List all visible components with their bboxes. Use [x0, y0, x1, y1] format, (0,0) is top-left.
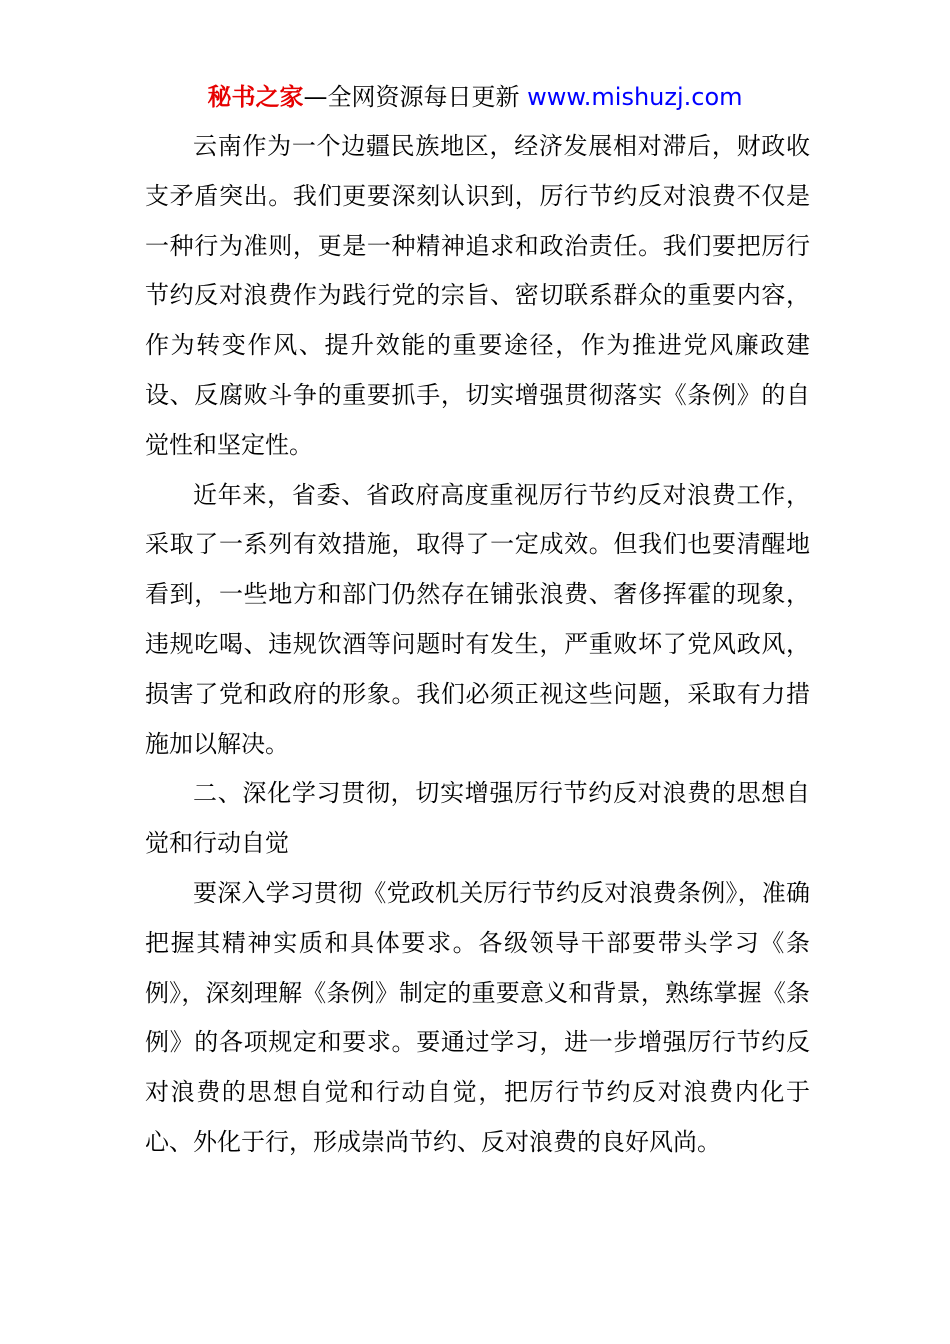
section-heading: 二、深化学习贯彻，切实增强厉行节约反对浪费的思想自觉和行动自觉	[145, 779, 810, 858]
paragraph-3: 要深入学习贯彻《党政机关厉行节约反对浪费条例》，准确把握其精神实质和具体要求。各级领导干部要带头学习《条例》，深刻理解《条例》制定的重要意义和背景，熟练掌握《条例》的各项规定和要求。要通过学习，进一步增强厉行节约反对浪费的思想自觉和行动自觉，把厉行节约反对浪费内化于心、外化于行，形成崇尚节约、反对浪费的良好风尚。	[145, 878, 810, 1156]
page-header	[0, 82, 950, 112]
paragraph-1: 云南作为一个边疆民族地区，经济发展相对滞后，财政收支矛盾突出。我们更要深刻认识到，厉行节约反对浪费不仅是一种行为准则，更是一种精神追求和政治责任。我们要把厉行节约反对浪费作为践行党的宗旨、密切联系群众的重要内容，作为转变作风、提升效能的重要途径，作为推进党风廉政建设、反腐败斗争的重要抓手，切实增强贯彻落实《条例》的自觉性和坚定性。	[145, 132, 810, 459]
brand-name: 秘书之家	[207, 83, 304, 111]
document-body	[145, 122, 810, 1168]
header-tagline: —全网资源每日更新	[303, 83, 520, 111]
site-url[interactable]: www.mishuzj.com	[527, 83, 743, 111]
paragraph-2: 近年来，省委、省政府高度重视厉行节约反对浪费工作，采取了一系列有效措施，取得了一定成效。但我们也要清醒地看到，一些地方和部门仍然存在铺张浪费、奢侈挥霍的现象，违规吃喝、违规饮酒等问题时有发生，严重败坏了党风政风，损害了党和政府的形象。我们必须正视这些问题，采取有力措施加以解决。	[145, 480, 810, 758]
